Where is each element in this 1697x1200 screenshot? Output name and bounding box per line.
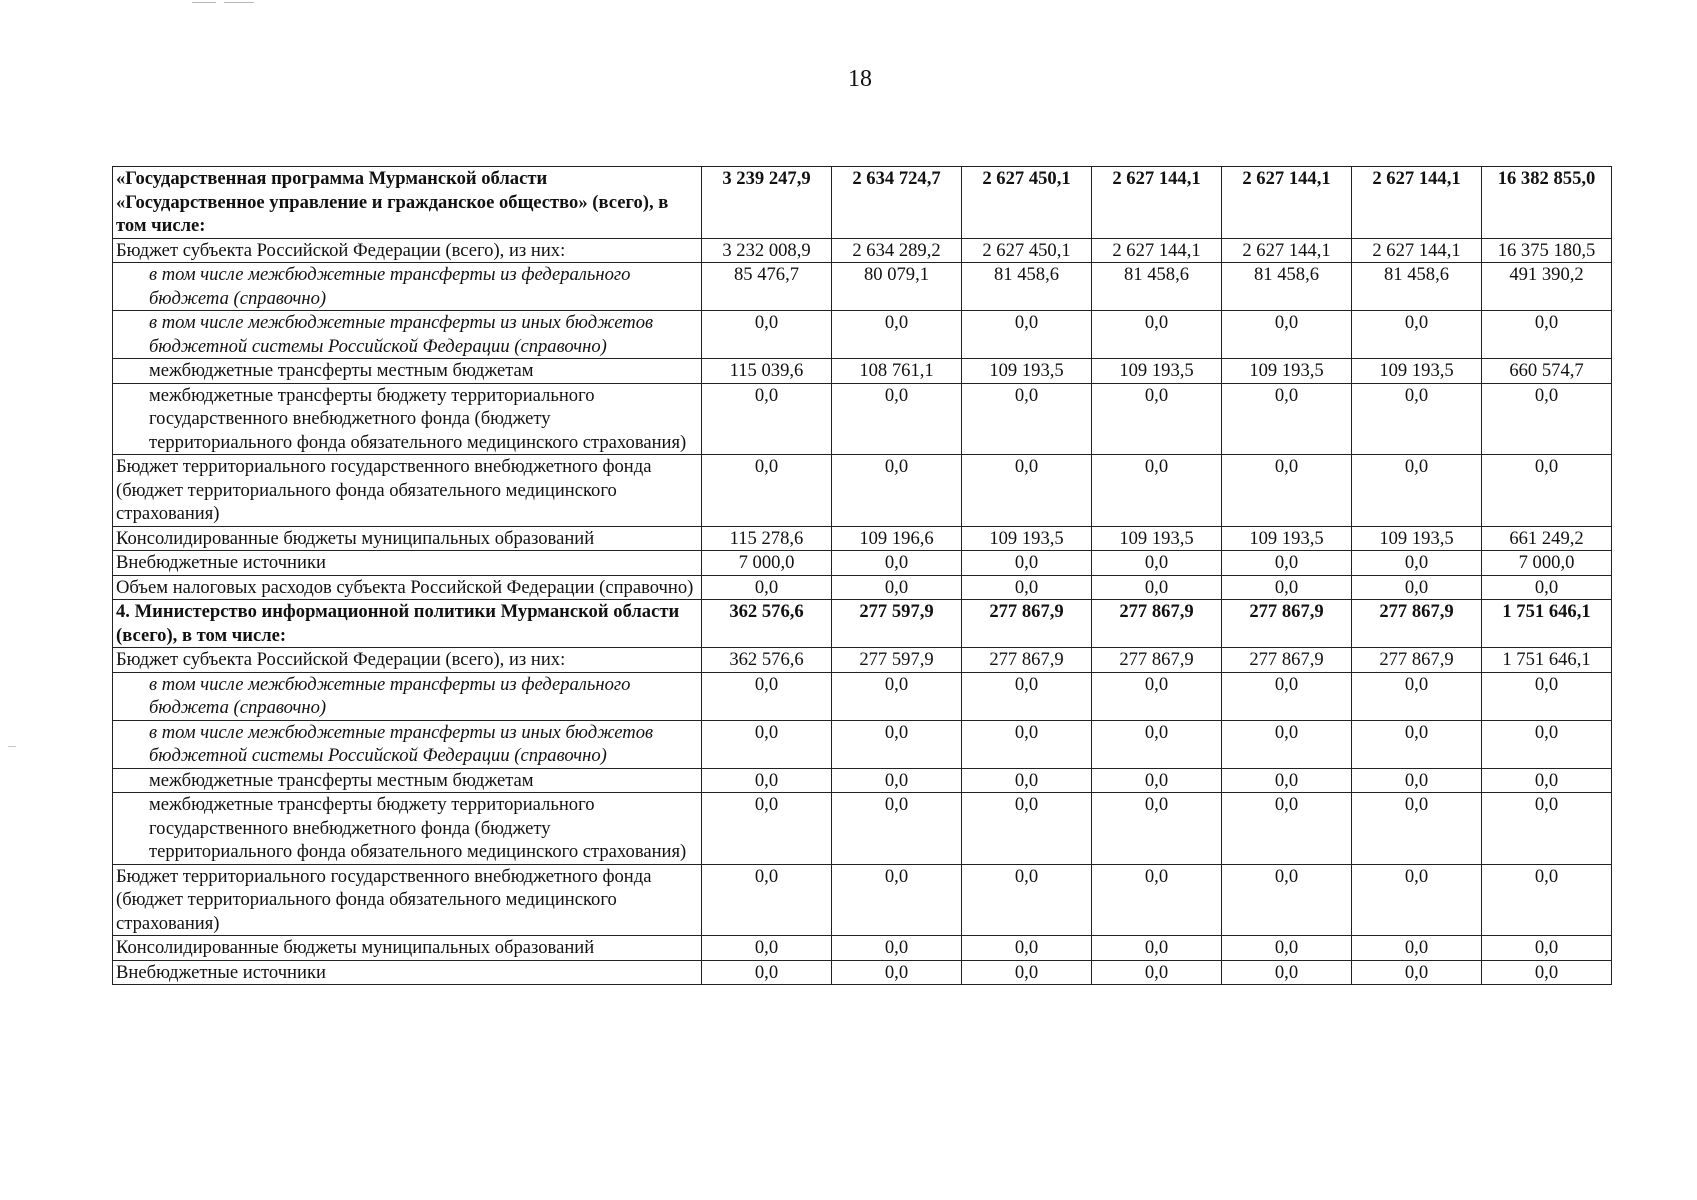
value-cell: 3 239 247,9 xyxy=(702,167,832,239)
row-label: межбюджетные трансферты местным бюджетам xyxy=(113,359,702,384)
value-cell: 2 627 144,1 xyxy=(1352,238,1482,263)
value-cell: 81 458,6 xyxy=(1092,263,1222,311)
value-cell: 85 476,7 xyxy=(702,263,832,311)
value-cell: 1 751 646,1 xyxy=(1482,648,1612,673)
value-cell: 362 576,6 xyxy=(702,648,832,673)
table-row xyxy=(113,600,1612,648)
value-cell: 277 867,9 xyxy=(962,648,1092,673)
budget-table xyxy=(112,166,1612,985)
value-cell: 0,0 xyxy=(1482,768,1612,793)
value-cell: 0,0 xyxy=(1222,864,1352,936)
value-cell: 0,0 xyxy=(702,960,832,985)
row-label: Консолидированные бюджеты муниципальных образований xyxy=(113,936,702,961)
row-label: Внебюджетные источники xyxy=(113,551,702,576)
value-cell: 0,0 xyxy=(1092,864,1222,936)
value-cell: 108 761,1 xyxy=(832,359,962,384)
value-cell: 3 232 008,9 xyxy=(702,238,832,263)
value-cell: 0,0 xyxy=(1352,793,1482,865)
value-cell: 0,0 xyxy=(1092,383,1222,455)
value-cell: 0,0 xyxy=(832,936,962,961)
value-cell: 0,0 xyxy=(1092,551,1222,576)
value-cell: 109 193,5 xyxy=(1222,359,1352,384)
row-label: межбюджетные трансферты бюджету территориального государственного внебюджетного фонда (бюджету территориального фонда обязательного медицинского страхования) xyxy=(113,383,702,455)
row-label: Бюджет территориального государственного внебюджетного фонда (бюджет территориального фонда обязательного медицинского страхования) xyxy=(113,455,702,527)
table-row xyxy=(113,526,1612,551)
value-cell: 0,0 xyxy=(702,720,832,768)
table-row xyxy=(113,960,1612,985)
value-cell: 2 627 144,1 xyxy=(1092,238,1222,263)
value-cell: 2 627 144,1 xyxy=(1092,167,1222,239)
value-cell: 0,0 xyxy=(832,455,962,527)
row-label: Бюджет территориального государственного внебюджетного фонда (бюджет территориального фонда обязательного медицинского страхования) xyxy=(113,864,702,936)
value-cell: 277 597,9 xyxy=(832,648,962,673)
value-cell: 0,0 xyxy=(962,864,1092,936)
value-cell: 109 193,5 xyxy=(962,359,1092,384)
value-cell: 81 458,6 xyxy=(962,263,1092,311)
value-cell: 0,0 xyxy=(832,551,962,576)
value-cell: 0,0 xyxy=(832,960,962,985)
row-label: 4. Министерство информационной политики Мурманской области (всего), в том числе: xyxy=(113,600,702,648)
value-cell: 0,0 xyxy=(1482,864,1612,936)
value-cell: 0,0 xyxy=(1222,311,1352,359)
value-cell: 109 193,5 xyxy=(1352,359,1482,384)
table-row xyxy=(113,720,1612,768)
value-cell: 2 627 450,1 xyxy=(962,238,1092,263)
value-cell: 0,0 xyxy=(962,936,1092,961)
value-cell: 0,0 xyxy=(1482,311,1612,359)
table-row xyxy=(113,793,1612,865)
value-cell: 0,0 xyxy=(702,793,832,865)
value-cell: 16 375 180,5 xyxy=(1482,238,1612,263)
value-cell: 0,0 xyxy=(1092,936,1222,961)
value-cell: 0,0 xyxy=(1222,551,1352,576)
table-row xyxy=(113,672,1612,720)
value-cell: 277 867,9 xyxy=(1352,600,1482,648)
value-cell: 0,0 xyxy=(702,768,832,793)
value-cell: 0,0 xyxy=(1482,672,1612,720)
value-cell: 0,0 xyxy=(1482,575,1612,600)
value-cell: 0,0 xyxy=(962,720,1092,768)
row-label: Бюджет субъекта Российской Федерации (всего), из них: xyxy=(113,648,702,673)
value-cell: 0,0 xyxy=(1092,793,1222,865)
row-label: Внебюджетные источники xyxy=(113,960,702,985)
value-cell: 0,0 xyxy=(962,768,1092,793)
table-row xyxy=(113,768,1612,793)
value-cell: 16 382 855,0 xyxy=(1482,167,1612,239)
value-cell: 0,0 xyxy=(1092,960,1222,985)
value-cell: 0,0 xyxy=(702,575,832,600)
value-cell: 0,0 xyxy=(702,311,832,359)
value-cell: 0,0 xyxy=(832,672,962,720)
value-cell: 2 634 289,2 xyxy=(832,238,962,263)
value-cell: 0,0 xyxy=(1352,768,1482,793)
value-cell: 0,0 xyxy=(832,720,962,768)
value-cell: 0,0 xyxy=(962,383,1092,455)
value-cell: 277 867,9 xyxy=(1222,600,1352,648)
value-cell: 0,0 xyxy=(702,383,832,455)
value-cell: 0,0 xyxy=(1222,455,1352,527)
value-cell: 277 867,9 xyxy=(1352,648,1482,673)
value-cell: 0,0 xyxy=(832,311,962,359)
row-label: «Государственная программа Мурманской области «Государственное управление и гражданское общество» (всего), в том числе: xyxy=(113,167,702,239)
value-cell: 2 627 144,1 xyxy=(1352,167,1482,239)
row-label: в том числе межбюджетные трансферты из иных бюджетов бюджетной системы Российской Федерации (справочно) xyxy=(113,311,702,359)
value-cell: 277 867,9 xyxy=(1092,648,1222,673)
value-cell: 0,0 xyxy=(1222,960,1352,985)
value-cell: 0,0 xyxy=(832,864,962,936)
value-cell: 115 278,6 xyxy=(702,526,832,551)
value-cell: 0,0 xyxy=(832,793,962,865)
value-cell: 277 867,9 xyxy=(1092,600,1222,648)
value-cell: 2 627 144,1 xyxy=(1222,167,1352,239)
row-label: в том числе межбюджетные трансферты из федерального бюджета (справочно) xyxy=(113,263,702,311)
value-cell: 0,0 xyxy=(1352,936,1482,961)
value-cell: 0,0 xyxy=(962,793,1092,865)
value-cell: 0,0 xyxy=(962,551,1092,576)
value-cell: 0,0 xyxy=(1482,960,1612,985)
value-cell: 0,0 xyxy=(962,311,1092,359)
value-cell: 81 458,6 xyxy=(1222,263,1352,311)
value-cell: 660 574,7 xyxy=(1482,359,1612,384)
row-label: Консолидированные бюджеты муниципальных образований xyxy=(113,526,702,551)
value-cell: 0,0 xyxy=(1352,672,1482,720)
value-cell: 0,0 xyxy=(962,960,1092,985)
row-label: межбюджетные трансферты местным бюджетам xyxy=(113,768,702,793)
value-cell: 109 193,5 xyxy=(1222,526,1352,551)
value-cell: 2 627 450,1 xyxy=(962,167,1092,239)
value-cell: 80 079,1 xyxy=(832,263,962,311)
page-number: 18 xyxy=(848,66,872,92)
value-cell: 0,0 xyxy=(1092,311,1222,359)
value-cell: 0,0 xyxy=(702,455,832,527)
row-label: в том числе межбюджетные трансферты из федерального бюджета (справочно) xyxy=(113,672,702,720)
row-label: Бюджет субъекта Российской Федерации (всего), из них: xyxy=(113,238,702,263)
value-cell: 0,0 xyxy=(1222,768,1352,793)
margin-mark xyxy=(8,746,16,747)
value-cell: 0,0 xyxy=(1092,672,1222,720)
table-row xyxy=(113,455,1612,527)
value-cell: 109 193,5 xyxy=(1352,526,1482,551)
value-cell: 277 867,9 xyxy=(1222,648,1352,673)
table-row xyxy=(113,648,1612,673)
value-cell: 0,0 xyxy=(962,672,1092,720)
value-cell: 0,0 xyxy=(1482,455,1612,527)
value-cell: 0,0 xyxy=(702,936,832,961)
table-row xyxy=(113,864,1612,936)
value-cell: 0,0 xyxy=(1482,793,1612,865)
value-cell: 0,0 xyxy=(1222,672,1352,720)
value-cell: 0,0 xyxy=(1482,720,1612,768)
row-label: в том числе межбюджетные трансферты из иных бюджетов бюджетной системы Российской Федерации (справочно) xyxy=(113,720,702,768)
value-cell: 0,0 xyxy=(832,383,962,455)
table-row xyxy=(113,383,1612,455)
value-cell: 0,0 xyxy=(1352,575,1482,600)
value-cell: 0,0 xyxy=(1352,551,1482,576)
value-cell: 81 458,6 xyxy=(1352,263,1482,311)
value-cell: 277 867,9 xyxy=(962,600,1092,648)
table-row xyxy=(113,311,1612,359)
value-cell: 0,0 xyxy=(702,864,832,936)
value-cell: 0,0 xyxy=(832,768,962,793)
value-cell: 2 634 724,7 xyxy=(832,167,962,239)
value-cell: 0,0 xyxy=(1092,575,1222,600)
value-cell: 0,0 xyxy=(1352,720,1482,768)
table-row xyxy=(113,167,1612,239)
value-cell: 0,0 xyxy=(832,575,962,600)
value-cell: 109 193,5 xyxy=(1092,359,1222,384)
value-cell: 491 390,2 xyxy=(1482,263,1612,311)
value-cell: 0,0 xyxy=(1482,936,1612,961)
scan-artifact-line xyxy=(224,2,254,3)
value-cell: 2 627 144,1 xyxy=(1222,238,1352,263)
value-cell: 1 751 646,1 xyxy=(1482,600,1612,648)
value-cell: 0,0 xyxy=(1352,311,1482,359)
row-label: Объем налоговых расходов субъекта Российской Федерации (справочно) xyxy=(113,575,702,600)
value-cell: 0,0 xyxy=(1352,960,1482,985)
value-cell: 0,0 xyxy=(1222,793,1352,865)
value-cell: 0,0 xyxy=(1482,383,1612,455)
value-cell: 0,0 xyxy=(1092,768,1222,793)
value-cell: 277 597,9 xyxy=(832,600,962,648)
value-cell: 109 196,6 xyxy=(832,526,962,551)
table-row xyxy=(113,359,1612,384)
value-cell: 109 193,5 xyxy=(962,526,1092,551)
value-cell: 0,0 xyxy=(1352,383,1482,455)
value-cell: 7 000,0 xyxy=(702,551,832,576)
value-cell: 0,0 xyxy=(1222,936,1352,961)
value-cell: 661 249,2 xyxy=(1482,526,1612,551)
value-cell: 0,0 xyxy=(1092,455,1222,527)
table-row xyxy=(113,263,1612,311)
value-cell: 109 193,5 xyxy=(1092,526,1222,551)
value-cell: 0,0 xyxy=(1222,720,1352,768)
value-cell: 0,0 xyxy=(702,672,832,720)
value-cell: 362 576,6 xyxy=(702,600,832,648)
value-cell: 0,0 xyxy=(1352,864,1482,936)
value-cell: 0,0 xyxy=(1222,575,1352,600)
value-cell: 0,0 xyxy=(962,455,1092,527)
row-label: межбюджетные трансферты бюджету территориального государственного внебюджетного фонда (бюджету территориального фонда обязательного медицинского страхования) xyxy=(113,793,702,865)
scan-artifact-line xyxy=(192,2,216,3)
value-cell: 0,0 xyxy=(1222,383,1352,455)
value-cell: 115 039,6 xyxy=(702,359,832,384)
table-row xyxy=(113,936,1612,961)
table-row xyxy=(113,551,1612,576)
value-cell: 0,0 xyxy=(962,575,1092,600)
table-row xyxy=(113,238,1612,263)
value-cell: 0,0 xyxy=(1092,720,1222,768)
table-row xyxy=(113,575,1612,600)
value-cell: 7 000,0 xyxy=(1482,551,1612,576)
value-cell: 0,0 xyxy=(1352,455,1482,527)
